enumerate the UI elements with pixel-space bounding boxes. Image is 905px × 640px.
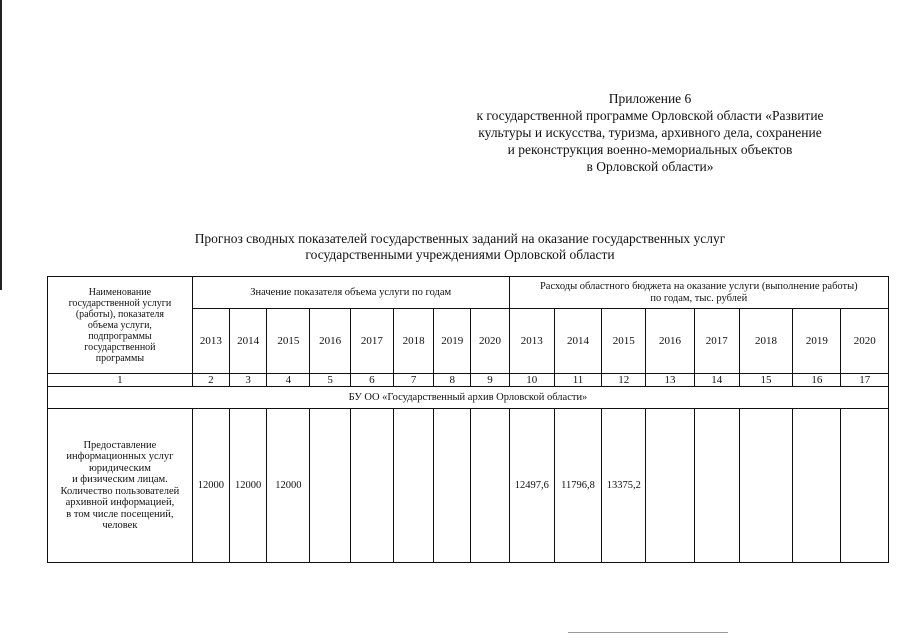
expense-value-cell — [694, 409, 739, 563]
volume-group-header: Значение показателя объема услуги по годам — [192, 277, 509, 309]
expense-year-cell: 2020 — [841, 309, 889, 374]
expense-value-cell — [646, 409, 694, 563]
name-column-header: Наименование государственной услуги (работы), показателя объема услуги, подпрограммы государственной программы — [48, 277, 193, 374]
volume-value-cell: 12000 — [267, 409, 310, 563]
appendix-line: Приложение 6 — [608, 91, 692, 106]
footer-divider — [568, 632, 728, 633]
service-name-cell: Предоставление информационных услуг юридическим и физическим лицам. Количество пользователей архивной информацией, в том числе посещений, человек — [48, 409, 193, 563]
expense-value-cell: 12497,6 — [509, 409, 554, 563]
volume-value-cell: 12000 — [230, 409, 267, 563]
document-title — [60, 231, 860, 263]
expense-year-cell: 2013 — [509, 309, 554, 374]
expense-value-cell: 13375,2 — [602, 409, 646, 563]
volume-value-cell — [434, 409, 471, 563]
page-edge-line — [0, 0, 2, 290]
appendix-line: к государственной программе Орловской области «Развитие — [476, 108, 824, 123]
expense-year-cell: 2017 — [694, 309, 739, 374]
column-number-cell: 10 — [509, 374, 554, 387]
expense-year-cell: 2019 — [793, 309, 841, 374]
appendix-line: и реконструкция военно-мемориальных объектов — [507, 142, 793, 157]
expense-year-cell: 2018 — [739, 309, 792, 374]
column-number-cell: 15 — [739, 374, 792, 387]
column-number-cell: 9 — [471, 374, 509, 387]
volume-value-cell: 12000 — [192, 409, 229, 563]
institution-name: БУ ОО «Государственный архив Орловской области» — [48, 387, 889, 409]
column-number-cell: 1 — [48, 374, 193, 387]
column-number-cell: 7 — [393, 374, 433, 387]
column-number-cell: 13 — [646, 374, 694, 387]
appendix-header — [440, 90, 860, 175]
column-number-cell: 5 — [310, 374, 350, 387]
expense-year-cell: 2014 — [554, 309, 601, 374]
volume-year-cell: 2019 — [434, 309, 471, 374]
column-number-cell: 2 — [192, 374, 229, 387]
column-number-row — [48, 374, 889, 387]
expense-value-cell — [739, 409, 792, 563]
volume-value-cell — [471, 409, 509, 563]
column-number-cell: 4 — [267, 374, 310, 387]
column-number-cell: 11 — [554, 374, 601, 387]
volume-year-cell: 2017 — [350, 309, 393, 374]
title-line-1: Прогноз сводных показателей государственных заданий на оказание государственных услуг — [194, 231, 726, 246]
column-number-cell: 17 — [841, 374, 889, 387]
volume-value-cell — [310, 409, 350, 563]
volume-value-cell — [393, 409, 433, 563]
volume-value-cell — [350, 409, 393, 563]
institution-row — [48, 387, 889, 409]
expense-value-cell — [793, 409, 841, 563]
expense-value-cell: 11796,8 — [554, 409, 601, 563]
appendix-line: культуры и искусства, туризма, архивного дела, сохранение — [478, 125, 822, 140]
volume-year-cell: 2020 — [471, 309, 509, 374]
expense-year-cell: 2015 — [602, 309, 646, 374]
volume-year-cell: 2014 — [230, 309, 267, 374]
volume-year-cell: 2016 — [310, 309, 350, 374]
volume-year-cell: 2018 — [393, 309, 433, 374]
column-number-cell: 16 — [793, 374, 841, 387]
table-row — [48, 409, 889, 563]
indicators-table — [47, 276, 889, 563]
column-number-cell: 6 — [350, 374, 393, 387]
header-row-groups — [48, 277, 889, 309]
appendix-line: в Орловской области» — [586, 159, 714, 174]
expense-year-cell: 2016 — [646, 309, 694, 374]
expense-group-header: Расходы областного бюджета на оказание услуги (выполнение работы) по годам, тыс. рублей — [509, 277, 888, 309]
column-number-cell: 14 — [694, 374, 739, 387]
column-number-cell: 8 — [434, 374, 471, 387]
column-number-cell: 12 — [602, 374, 646, 387]
title-line-2: государственными учреждениями Орловской области — [305, 247, 615, 262]
volume-year-cell: 2013 — [192, 309, 229, 374]
column-number-cell: 3 — [230, 374, 267, 387]
volume-year-cell: 2015 — [267, 309, 310, 374]
expense-value-cell — [841, 409, 889, 563]
